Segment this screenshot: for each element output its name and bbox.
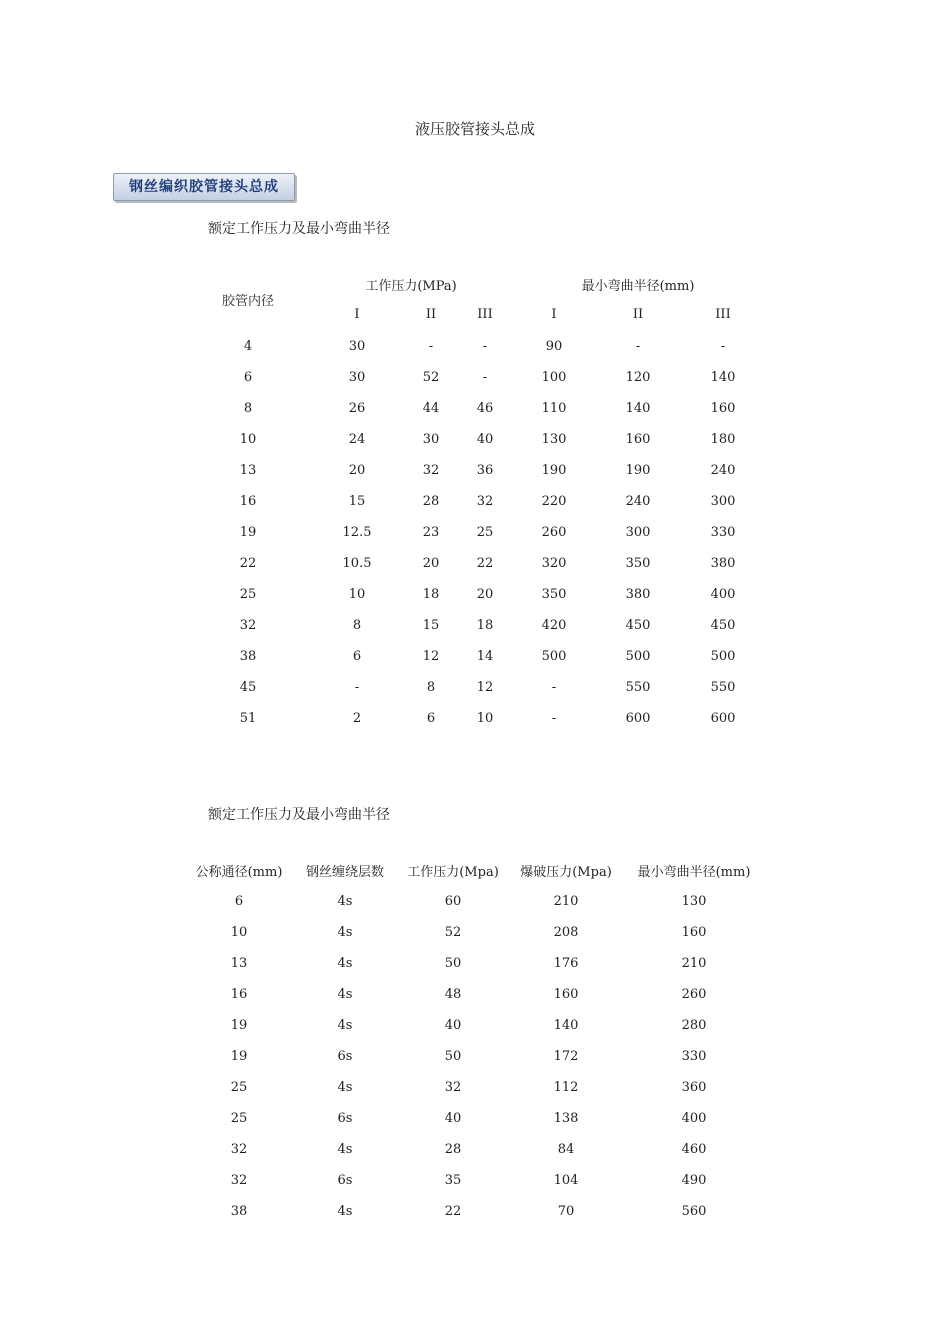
table1-cell: 6 (243, 370, 253, 385)
table2-cell: 172 (553, 1049, 579, 1064)
table1-cell: 52 (422, 370, 440, 385)
table1-cell: 400 (710, 587, 736, 602)
table1-cell: - (354, 680, 360, 695)
table1-level-header: I (354, 307, 360, 322)
table2-cell: 112 (553, 1080, 579, 1095)
table2-cell: 60 (444, 894, 462, 909)
table2-cell: 35 (444, 1173, 462, 1188)
table2-cell: 6s (337, 1049, 353, 1064)
table1-cell: 16 (239, 494, 257, 509)
table2-cell: 210 (553, 894, 579, 909)
table1-cell: 10.5 (342, 556, 372, 571)
table1-cell: - (551, 680, 557, 695)
table1-cell: 28 (422, 494, 440, 509)
table1-cell: 180 (710, 432, 736, 447)
table2-cell: 28 (444, 1142, 462, 1157)
table1-cell: 18 (422, 587, 440, 602)
table1-level-header: II (632, 307, 644, 322)
table2-cell: 330 (681, 1049, 707, 1064)
table2-cell: 52 (444, 925, 462, 940)
table1-cell: 380 (625, 587, 651, 602)
table2-cell: 140 (553, 1018, 579, 1033)
table1-cell: 32 (476, 494, 494, 509)
table1-cell: - (720, 339, 726, 354)
table1-cell: - (428, 339, 434, 354)
table1-level-header: III (477, 307, 493, 322)
table1-cell: 300 (710, 494, 736, 509)
table2-cell: 40 (444, 1018, 462, 1033)
table1-cell: 140 (625, 401, 651, 416)
table1-cell: 300 (625, 525, 651, 540)
table1-cell: 26 (348, 401, 366, 416)
table2-cell: 84 (557, 1142, 575, 1157)
table1-cell: 380 (710, 556, 736, 571)
table2-cell: 104 (553, 1173, 579, 1188)
table2-cell: 4s (337, 1204, 353, 1219)
table1-cell: 160 (710, 401, 736, 416)
table2-cell: 25 (230, 1111, 248, 1126)
table2-cell: 208 (553, 925, 579, 940)
table1-cell: 32 (422, 463, 440, 478)
table1-subtitle: 额定工作压力及最小弯曲半径 (208, 221, 390, 237)
table1-cell: 190 (541, 463, 567, 478)
table1-cell: 130 (541, 432, 567, 447)
table1-cell: 330 (710, 525, 736, 540)
table1-cell: 420 (541, 618, 567, 633)
table2-cell: 4s (337, 1142, 353, 1157)
table2-cell: 160 (553, 987, 579, 1002)
table1-cell: 25 (239, 587, 257, 602)
table2-header: 最小弯曲半径(mm) (637, 865, 751, 880)
table2-cell: 138 (553, 1111, 579, 1126)
table1-cell: 110 (541, 401, 567, 416)
table2-cell: 32 (230, 1173, 248, 1188)
table1-cell: 10 (476, 711, 494, 726)
table2-cell: 32 (230, 1142, 248, 1157)
table2-cell: 160 (681, 925, 707, 940)
table1-level-header: II (425, 307, 437, 322)
table1-cell: 4 (243, 339, 253, 354)
table2-cell: 130 (681, 894, 707, 909)
table1-cell: 240 (625, 494, 651, 509)
table2-cell: 50 (444, 1049, 462, 1064)
table1-header-min-bend-radius: 最小弯曲半径(mm) (581, 279, 695, 294)
table1-cell: 500 (625, 649, 651, 664)
table1-cell: 8 (243, 401, 253, 416)
table1-cell: 25 (476, 525, 494, 540)
table1-cell: - (635, 339, 641, 354)
table1-cell: 500 (710, 649, 736, 664)
table1-cell: 90 (545, 339, 563, 354)
table2-header: 工作压力(Mpa) (407, 865, 499, 880)
table1-cell: 14 (476, 649, 494, 664)
table2-cell: 70 (557, 1204, 575, 1219)
table1-cell: 20 (348, 463, 366, 478)
table2-cell: 260 (681, 987, 707, 1002)
table1-cell: 10 (239, 432, 257, 447)
table1-cell: 18 (476, 618, 494, 633)
table2-subtitle: 额定工作压力及最小弯曲半径 (208, 807, 390, 823)
table2-cell: 176 (553, 956, 579, 971)
table1-cell: 450 (710, 618, 736, 633)
table2-cell: 6s (337, 1111, 353, 1126)
table1-cell: - (482, 339, 488, 354)
table1-cell: 44 (422, 401, 440, 416)
table1-cell: 40 (476, 432, 494, 447)
table1-cell: 260 (541, 525, 567, 540)
table1-cell: 12.5 (342, 525, 372, 540)
table1-cell: 220 (541, 494, 567, 509)
table1-cell: 100 (541, 370, 567, 385)
table1-header-inner-diameter: 胶管内径 (221, 294, 275, 309)
table2-cell: 280 (681, 1018, 707, 1033)
table2-cell: 38 (230, 1204, 248, 1219)
table1-cell: 30 (348, 339, 366, 354)
table2-header: 爆破压力(Mpa) (520, 865, 612, 880)
table1-cell: 46 (476, 401, 494, 416)
table1-level-header: I (551, 307, 557, 322)
table2-cell: 19 (230, 1018, 248, 1033)
table1-cell: 6 (352, 649, 362, 664)
table1-cell: 8 (352, 618, 362, 633)
table2-cell: 13 (230, 956, 248, 971)
table1-cell: 500 (541, 649, 567, 664)
table1-cell: 22 (239, 556, 257, 571)
table1-cell: 6 (426, 711, 436, 726)
table2-cell: 490 (681, 1173, 707, 1188)
table2-cell: 4s (337, 925, 353, 940)
table1-cell: - (551, 711, 557, 726)
table1-cell: 51 (239, 711, 257, 726)
table1-cell: 45 (239, 680, 257, 695)
table1-cell: 2 (352, 711, 362, 726)
table2-cell: 32 (444, 1080, 462, 1095)
table1-cell: 32 (239, 618, 257, 633)
table2-cell: 360 (681, 1080, 707, 1095)
table1-cell: 22 (476, 556, 494, 571)
table2-cell: 6 (234, 894, 244, 909)
table1-cell: 24 (348, 432, 366, 447)
table1-header-working-pressure: 工作压力(MPa) (365, 279, 457, 294)
table1-cell: 38 (239, 649, 257, 664)
table1-cell: 350 (625, 556, 651, 571)
table1-cell: 15 (348, 494, 366, 509)
table2-cell: 10 (230, 925, 248, 940)
table1-cell: 600 (625, 711, 651, 726)
table1-cell: 120 (625, 370, 651, 385)
table1-cell: 20 (476, 587, 494, 602)
table2-cell: 4s (337, 956, 353, 971)
table2-cell: 4s (337, 1080, 353, 1095)
table2-cell: 400 (681, 1111, 707, 1126)
table1-cell: - (482, 370, 488, 385)
table1-cell: 240 (710, 463, 736, 478)
table1-cell: 550 (710, 680, 736, 695)
table1-cell: 450 (625, 618, 651, 633)
table1-cell: 23 (422, 525, 440, 540)
table1-cell: 20 (422, 556, 440, 571)
table1-cell: 19 (239, 525, 257, 540)
table1-cell: 190 (625, 463, 651, 478)
table1-cell: 8 (426, 680, 436, 695)
table2-header: 钢丝缠绕层数 (305, 865, 385, 880)
table2-cell: 6s (337, 1173, 353, 1188)
table2-cell: 22 (444, 1204, 462, 1219)
table1-cell: 140 (710, 370, 736, 385)
table2-cell: 4s (337, 1018, 353, 1033)
table1-cell: 12 (422, 649, 440, 664)
section-badge: 钢丝编织胶管接头总成 (113, 173, 295, 201)
table1-cell: 550 (625, 680, 651, 695)
table1-cell: 160 (625, 432, 651, 447)
document-title: 液压胶管接头总成 (414, 120, 535, 138)
table1-cell: 12 (476, 680, 494, 695)
table2-header: 公称通径(mm) (195, 865, 283, 880)
table2-cell: 19 (230, 1049, 248, 1064)
table2-cell: 210 (681, 956, 707, 971)
table1-cell: 600 (710, 711, 736, 726)
table1-cell: 30 (422, 432, 440, 447)
table2-cell: 560 (681, 1204, 707, 1219)
table2-cell: 25 (230, 1080, 248, 1095)
table2-cell: 460 (681, 1142, 707, 1157)
table2-cell: 50 (444, 956, 462, 971)
table1-cell: 320 (541, 556, 567, 571)
table1-cell: 15 (422, 618, 440, 633)
table2-cell: 48 (444, 987, 462, 1002)
table2-cell: 40 (444, 1111, 462, 1126)
table2-cell: 4s (337, 894, 353, 909)
table1-cell: 30 (348, 370, 366, 385)
table1-cell: 350 (541, 587, 567, 602)
table2-cell: 16 (230, 987, 248, 1002)
table2-cell: 4s (337, 987, 353, 1002)
table1-cell: 10 (348, 587, 366, 602)
table1-cell: 36 (476, 463, 494, 478)
table1-level-header: III (715, 307, 731, 322)
table1-cell: 13 (239, 463, 257, 478)
